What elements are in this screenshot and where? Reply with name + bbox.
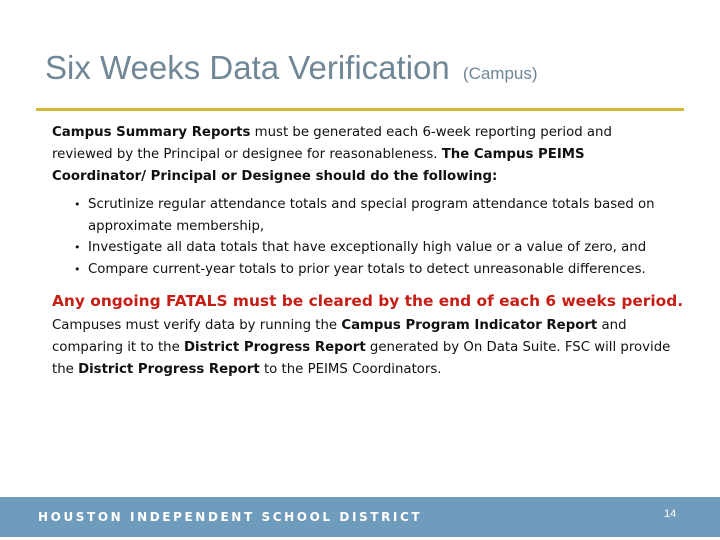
- verification-paragraph: [52, 315, 672, 381]
- slide-body: [52, 122, 684, 381]
- para2-bold-1: Campus Program Indicator Report: [341, 318, 598, 333]
- verification-steps-list: [74, 194, 669, 280]
- list-item: • Compare current-year totals to prior year totals to detect unreasonable differences.: [74, 259, 669, 281]
- footer-bar: [0, 497, 720, 537]
- slide-title-suffix: (Campus): [462, 64, 538, 83]
- para2-bold-2: District Progress Report: [184, 340, 366, 355]
- para2-text-2: and comparing it to the: [52, 318, 627, 355]
- fatals-alert: Any ongoing FATALS must be cleared by the end of each 6 weeks period.: [52, 292, 684, 310]
- list-item: • Scrutinize regular attendance totals and special program attendance totals based on approximate membership,: [74, 194, 669, 237]
- para2-text-3: generated by On Data Suite. FSC will provide the: [52, 340, 671, 377]
- intro-text: must be generated each 6-week reporting period and reviewed by the Principal or designee for reasonableness.: [52, 125, 612, 162]
- list-item: • Investigate all data totals that have exceptionally high value or a value of zero, and: [74, 237, 669, 259]
- title-divider: [36, 108, 684, 111]
- para2-text-1: Campuses must verify data by running the: [52, 318, 342, 333]
- page-number: 14: [664, 508, 677, 520]
- footer-organization: HOUSTON INDEPENDENT SCHOOL DISTRICT: [38, 510, 423, 524]
- slide-title: [45, 48, 538, 94]
- intro-bold-tail: The Campus PEIMS Coordinator/ Principal or Designee should do the following:: [52, 147, 585, 184]
- intro-paragraph: [52, 122, 672, 188]
- para2-text-4: to the PEIMS Coordinators.: [259, 362, 442, 377]
- slide-title-main: Six Weeks Data Verification: [45, 49, 450, 86]
- para2-bold-3: District Progress Report: [78, 362, 260, 377]
- intro-bold-lead: Campus Summary Reports: [52, 125, 251, 140]
